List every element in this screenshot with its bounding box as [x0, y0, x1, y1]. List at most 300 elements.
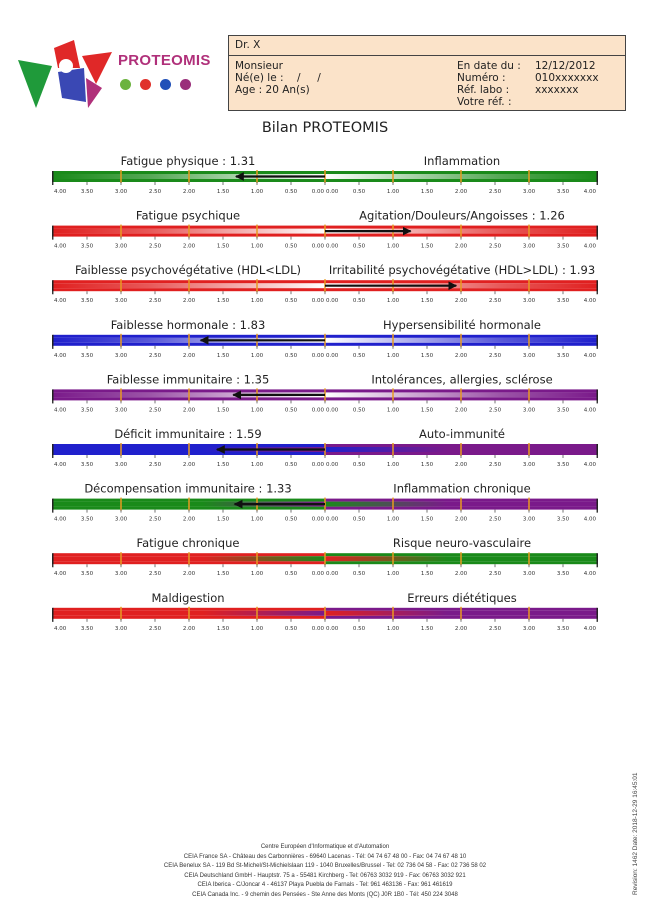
gauge-scale-label: 3.00 [114, 298, 128, 305]
gauge-scale-label: 1.00 [250, 625, 264, 632]
gauge-minor-tick [223, 237, 224, 240]
gauge-minor-tick [155, 237, 156, 240]
gauge-minor-tick [257, 400, 258, 403]
gauge-scale-label: 4.00 [583, 571, 596, 578]
gauge-scale-label: 3.50 [556, 516, 570, 523]
gauge-minor-tick [359, 455, 360, 458]
gauge-minor-tick [325, 291, 326, 294]
gauge-minor-tick [563, 237, 564, 240]
gauge-scale-label: 2.50 [488, 189, 502, 195]
gauge-scale-label: 1.50 [216, 243, 230, 250]
gauge-scale-label: 3.00 [522, 189, 536, 195]
gauge-orange-tick [120, 279, 122, 292]
gauge-minor-tick [53, 291, 54, 294]
gauge-scale-label: 1.00 [250, 352, 264, 359]
gauge-scale-label: 3.50 [80, 462, 94, 468]
gauge-left-label: Fatigue physique : 1.31 [120, 154, 256, 168]
gauge-minor-tick [87, 619, 88, 622]
gauge-orange-tick [460, 334, 462, 347]
gauge-minor-tick [529, 237, 530, 240]
gauge-minor-tick [87, 455, 88, 458]
gauge-minor-tick [87, 510, 88, 513]
gauge-orange-tick [460, 607, 462, 620]
gauge-scale-label: 1.00 [386, 352, 400, 359]
gauge-scale-label: 2.00 [454, 189, 468, 195]
gauge-orange-tick [120, 552, 122, 565]
gauge-scale-label: 3.50 [80, 189, 94, 195]
gauge-scale-label: 2.00 [454, 298, 468, 305]
gauge-scale-label: 0.00 [326, 298, 339, 305]
gauge-orange-tick [392, 334, 394, 347]
gauge-right-label: Irritabilité psychovégétative (HDL>LDL) : 1.93 [328, 263, 596, 278]
gauge-right-label: Agitation/Douleurs/Angoisses : 1.26 [359, 208, 565, 223]
gauge-orange-tick [392, 443, 394, 456]
gauge-scale-label: 2.00 [182, 625, 196, 632]
gauge-scale-label: 1.00 [386, 189, 400, 195]
gauge-scale-label: 1.50 [420, 243, 434, 250]
gauge-minor-tick [495, 455, 496, 458]
gauge-minor-tick [87, 346, 88, 349]
gauge-scale-label: 4.00 [54, 352, 67, 359]
gauge-minor-tick [257, 291, 258, 294]
gauge-scale-label: 2.50 [488, 243, 502, 250]
gauge-minor-tick [597, 182, 598, 185]
gauge-scale-label: 1.00 [250, 189, 264, 195]
gauge-orange-tick [528, 170, 530, 183]
gauge-orange-tick [256, 279, 258, 292]
gauge-row [52, 482, 598, 523]
gauge-minor-tick [563, 400, 564, 403]
gauge-scale-label: 1.00 [386, 516, 400, 523]
gauge-orange-tick [120, 334, 122, 347]
gauge-orange-tick [528, 334, 530, 347]
gauge-orange-tick [188, 607, 190, 620]
gauge-scale-label: 0.50 [352, 516, 366, 523]
gauge-row [52, 209, 598, 250]
gauge-minor-tick [53, 619, 54, 622]
gauge-minor-tick [325, 182, 326, 185]
gauge-minor-tick [597, 619, 598, 622]
number-label: Numéro : [457, 72, 506, 84]
gauge-scale-label: 0.00 [326, 243, 339, 250]
gauge-minor-tick [359, 510, 360, 513]
gauge-minor-tick [529, 564, 530, 567]
gauge-minor-tick [53, 400, 54, 403]
gauge-minor-tick [223, 182, 224, 185]
gauge-scale-label: 0.50 [284, 407, 298, 414]
gauge-right-label: Intolérances, allergies, sclérose [371, 372, 553, 387]
gauge-scale-label: 3.00 [522, 516, 536, 523]
gauge-scale-label: 4.00 [583, 462, 596, 468]
gauge-scale-label: 0.50 [284, 298, 298, 305]
gauge-minor-tick [495, 400, 496, 403]
gauge-scale-label: 3.50 [80, 407, 94, 414]
gauge-minor-tick [495, 346, 496, 349]
gauge-orange-tick [528, 443, 530, 456]
gauge-minor-tick [393, 619, 394, 622]
gauge-scale-label: 3.00 [522, 243, 536, 250]
gauge-minor-tick [121, 400, 122, 403]
gauge-minor-tick [121, 510, 122, 513]
gauge-minor-tick [427, 455, 428, 458]
footer-line: CEIA Benelux SA - 119 Bd St-Michel/St-Michielslaan 119 - 1040 Bruxelles/Brussel - Tel: 02 736 04 58 - Fax: 02 736 58 02 [163, 863, 487, 869]
birth-value: / / [297, 72, 321, 84]
gauge-scale-label: 3.00 [114, 407, 128, 414]
gauge-scale-label: 2.00 [182, 407, 196, 414]
gauge-orange-tick [528, 498, 530, 511]
gauge-minor-tick [291, 455, 292, 458]
gauge-orange-tick [256, 607, 258, 620]
gauge-scale-label: 3.50 [80, 298, 94, 305]
gauge-scale-label: 1.50 [420, 625, 434, 632]
gauge-scale-label: 2.00 [454, 462, 468, 468]
gauge-scale-label: 4.00 [54, 189, 67, 195]
gauge-orange-tick [528, 388, 530, 401]
gauge-scale-label: 3.50 [556, 462, 570, 468]
gauge-scale-label: 1.00 [386, 571, 400, 578]
gauge-scale-label: 2.00 [454, 243, 468, 250]
gauge-scale-label: 0.50 [352, 189, 366, 195]
gauge-center-tick [324, 607, 326, 620]
gauge-scale-label: 0.50 [284, 189, 298, 195]
gauge-minor-tick [257, 510, 258, 513]
gauge-scale-label: 2.00 [182, 462, 196, 468]
gauge-scale-label: 3.50 [80, 625, 94, 632]
gauge-scale-label: 1.00 [250, 571, 264, 578]
gauge-scale-label: 3.00 [522, 625, 536, 632]
gauge-minor-tick [121, 455, 122, 458]
gauge-scale-label: 4.00 [583, 407, 596, 414]
gauge-minor-tick [189, 400, 190, 403]
gauge-orange-tick [460, 388, 462, 401]
gauge-scale-label: 2.00 [182, 571, 196, 578]
gauge-orange-tick [120, 443, 122, 456]
gauge-minor-tick [563, 619, 564, 622]
gauge-scale-label: 1.00 [250, 462, 264, 468]
gauge-minor-tick [155, 619, 156, 622]
gauge-scale-label: 3.00 [114, 571, 128, 578]
gauge-scale-label: 2.00 [182, 516, 196, 523]
gauge-scale-label: 3.50 [556, 243, 570, 250]
gauge-left-label: Maldigestion [151, 590, 225, 605]
gauge-scale-label: 0.00 [326, 625, 339, 632]
gauge-scale-label: 0.50 [284, 625, 298, 632]
gauge-scale-label: 3.50 [80, 571, 94, 578]
gauge-scale-label: 1.50 [216, 407, 230, 414]
gauge-minor-tick [257, 455, 258, 458]
gauge-orange-tick [188, 498, 190, 511]
gauge-orange-tick [120, 225, 122, 238]
gauge-minor-tick [53, 564, 54, 567]
gauge-scale-label: 2.00 [454, 516, 468, 523]
gauge-scale-label: 2.50 [488, 625, 502, 632]
gauge-minor-tick [427, 400, 428, 403]
gauge-orange-tick [120, 388, 122, 401]
gauge-scale-label: 2.00 [454, 625, 468, 632]
gauge-scale-label: 3.00 [114, 189, 128, 195]
gauge-scale-label: 2.50 [488, 516, 502, 523]
gauge-left-label: Faiblesse psychovégétative (HDL<LDL) [74, 263, 302, 278]
gauge-scale-label: 1.00 [386, 407, 400, 414]
gauge-scale-label: 0.50 [352, 462, 366, 468]
gauge-scale-label: 3.00 [522, 407, 536, 414]
patient-title: Monsieur [235, 60, 283, 72]
gauge-scale-label: 2.00 [454, 352, 468, 359]
gauge-scale-label: 1.50 [420, 571, 434, 578]
gauge-scale-label: 0.50 [352, 625, 366, 632]
gauge-left-label: Fatigue chronique [136, 536, 240, 551]
gauge-scale-label: 4.00 [54, 516, 67, 523]
gauge-minor-tick [121, 619, 122, 622]
gauge-orange-tick [188, 170, 190, 183]
gauge-scale-label: 3.50 [556, 407, 570, 414]
gauge-scale-label: 1.00 [250, 407, 264, 414]
gauge-minor-tick [427, 291, 428, 294]
gauge-minor-tick [291, 510, 292, 513]
footer-line: Centre Européen d'Informatique et d'Automation [260, 844, 390, 850]
gauge-minor-tick [189, 291, 190, 294]
gauge-minor-tick [53, 455, 54, 458]
gauge-minor-tick [87, 237, 88, 240]
gauge-minor-tick [495, 510, 496, 513]
gauge-scale-label: 0.00 [326, 462, 339, 468]
gauge-scale-label: 1.50 [216, 298, 230, 305]
gauge-right-label: Risque neuro-vasculaire [392, 536, 532, 551]
gauge-minor-tick [121, 346, 122, 349]
gauge-scale-label: 1.50 [420, 352, 434, 359]
gauge-orange-tick [392, 498, 394, 511]
gauge-scale-label: 2.00 [182, 189, 196, 195]
gauge-minor-tick [291, 182, 292, 185]
gauge-minor-tick [359, 564, 360, 567]
gauge-scale-label: 4.00 [54, 243, 67, 250]
gauge-scale-label: 0.00 [311, 298, 324, 305]
gauge-orange-tick [188, 334, 190, 347]
gauge-left-label: Fatigue psychique [135, 208, 241, 223]
gauge-minor-tick [359, 400, 360, 403]
gauge-minor-tick [393, 400, 394, 403]
gauge-minor-tick [529, 619, 530, 622]
gauge-minor-tick [427, 619, 428, 622]
gauge-row [52, 536, 598, 577]
gauge-row [52, 263, 598, 304]
gauge-scale-label: 3.00 [114, 352, 128, 359]
gauge-scale-label: 1.50 [216, 516, 230, 523]
gauge-orange-tick [460, 170, 462, 183]
gauge-minor-tick [87, 291, 88, 294]
gauge-scale-label: 4.00 [54, 298, 67, 305]
gauge-orange-tick [460, 225, 462, 238]
gauge-minor-tick [529, 182, 530, 185]
gauge-scale-label: 0.00 [311, 462, 324, 468]
gauge-right-label: Auto-immunité [418, 427, 506, 441]
gauge-orange-tick [528, 225, 530, 238]
gauge-scale-label: 0.50 [352, 243, 366, 250]
gauge-minor-tick [53, 182, 54, 185]
gauge-minor-tick [461, 564, 462, 567]
gauge-right-label: Erreurs diététiques [407, 590, 517, 605]
gauge-row [52, 591, 598, 632]
gauge-minor-tick [529, 400, 530, 403]
gauge-scale-label: 0.00 [311, 625, 324, 632]
gauge-minor-tick [597, 455, 598, 458]
gauge-minor-tick [359, 619, 360, 622]
gauge-orange-tick [392, 552, 394, 565]
gauge-scale-label: 0.50 [352, 298, 366, 305]
gauge-minor-tick [189, 346, 190, 349]
gauge-orange-tick [528, 279, 530, 292]
gauge-minor-tick [291, 564, 292, 567]
gauge-scale-label: 1.50 [216, 625, 230, 632]
gauge-minor-tick [393, 510, 394, 513]
gauge-row [52, 318, 598, 359]
gauge-scale-label: 2.50 [148, 516, 162, 523]
gauge-scale-label: 3.50 [556, 571, 570, 578]
gauge-scale-label: 3.50 [80, 516, 94, 523]
gauge-scale-label: 0.00 [326, 407, 339, 414]
gauge-scale-label: 3.50 [556, 298, 570, 305]
gauge-minor-tick [257, 346, 258, 349]
gauge-minor-tick [427, 510, 428, 513]
gauge-minor-tick [325, 564, 326, 567]
gauge-scale-label: 2.00 [454, 571, 468, 578]
gauge-scale-label: 3.00 [114, 516, 128, 523]
gauge-orange-tick [256, 225, 258, 238]
gauge-scale-label: 2.00 [454, 407, 468, 414]
gauge-minor-tick [121, 237, 122, 240]
gauge-orange-tick [120, 607, 122, 620]
gauge-minor-tick [121, 564, 122, 567]
gauge-scale-label: 3.50 [556, 352, 570, 359]
gauge-scale-label: 0.50 [352, 571, 366, 578]
lab-ref-value: xxxxxxx [535, 84, 579, 96]
gauge-minor-tick [257, 619, 258, 622]
gauge-scale-label: 2.50 [148, 243, 162, 250]
gauge-minor-tick [53, 237, 54, 240]
gauge-minor-tick [563, 510, 564, 513]
gauge-scale-label: 4.00 [54, 407, 67, 414]
gauge-minor-tick [393, 346, 394, 349]
gauge-minor-tick [223, 455, 224, 458]
gauge-scale-label: 3.50 [556, 625, 570, 632]
gauge-scale-label: 0.50 [352, 352, 366, 359]
gauge-right-label: Inflammation [423, 154, 501, 168]
gauge-scale-label: 1.00 [250, 243, 264, 250]
gauge-scale-label: 0.00 [326, 571, 339, 578]
gauge-minor-tick [427, 346, 428, 349]
gauge-scale-label: 1.50 [420, 189, 434, 195]
gauge-scale-label: 1.50 [216, 189, 230, 195]
gauge-orange-tick [528, 607, 530, 620]
gauge-scale-label: 1.50 [420, 516, 434, 523]
gauge-minor-tick [189, 455, 190, 458]
lab-ref-label: Réf. labo : [457, 84, 510, 96]
gauge-minor-tick [325, 400, 326, 403]
gauge-minor-tick [155, 510, 156, 513]
gauge-minor-tick [495, 619, 496, 622]
gauge-minor-tick [189, 510, 190, 513]
gauge-minor-tick [359, 346, 360, 349]
gauge-minor-tick [257, 182, 258, 185]
gauge-right-label: Hypersensibilité hormonale [383, 317, 541, 332]
gauge-minor-tick [393, 182, 394, 185]
gauge-orange-tick [120, 498, 122, 511]
gauge-minor-tick [597, 400, 598, 403]
gauge-minor-tick [597, 510, 598, 513]
gauge-minor-tick [121, 182, 122, 185]
gauge-scale-label: 0.50 [284, 516, 298, 523]
gauge-minor-tick [223, 510, 224, 513]
brand-name: PROTEOMIS [118, 52, 211, 69]
gauge-scale-label: 1.50 [420, 298, 434, 305]
gauge-minor-tick [597, 346, 598, 349]
gauge-scale-label: 3.00 [522, 571, 536, 578]
gauge-minor-tick [461, 182, 462, 185]
gauge-scale-label: 1.50 [216, 352, 230, 359]
gauge-minor-tick [461, 400, 462, 403]
gauge-minor-tick [223, 400, 224, 403]
birth-label: Né(e) le : [235, 72, 284, 84]
gauge-scale-label: 1.00 [386, 625, 400, 632]
gauge-scale-label: 0.50 [284, 571, 298, 578]
gauge-scale-label: 4.00 [54, 571, 67, 578]
gauge-scale-label: 4.00 [54, 462, 67, 468]
gauge-scale-label: 3.00 [522, 298, 536, 305]
gauge-minor-tick [495, 182, 496, 185]
gauge-scale-label: 3.00 [114, 625, 128, 632]
gauge-minor-tick [223, 291, 224, 294]
gauge-minor-tick [223, 346, 224, 349]
gauge-minor-tick [529, 455, 530, 458]
gauge-scale-label: 1.50 [420, 407, 434, 414]
gauge-minor-tick [257, 564, 258, 567]
gauge-minor-tick [393, 455, 394, 458]
gauge-minor-tick [87, 182, 88, 185]
gauge-scale-label: 0.50 [284, 352, 298, 359]
gauge-scale-label: 1.50 [420, 462, 434, 468]
gauge-scale-label: 2.50 [148, 462, 162, 468]
gauge-scale-label: 0.00 [311, 516, 324, 523]
gauge-scale-label: 3.50 [556, 189, 570, 195]
gauge-scale-label: 3.00 [522, 352, 536, 359]
gauge-minor-tick [597, 291, 598, 294]
gauge-scale-label: 0.00 [311, 407, 324, 414]
gauge-orange-tick [188, 225, 190, 238]
gauge-minor-tick [155, 400, 156, 403]
gauge-minor-tick [427, 182, 428, 185]
gauge-orange-tick [188, 552, 190, 565]
gauge-minor-tick [291, 619, 292, 622]
gauge-minor-tick [393, 564, 394, 567]
gauge-orange-tick [392, 607, 394, 620]
gauge-minor-tick [189, 619, 190, 622]
gauge-scale-label: 0.00 [326, 516, 339, 523]
gauge-scale-label: 2.50 [148, 407, 162, 414]
gauge-minor-tick [461, 455, 462, 458]
gauge-scale-label: 2.50 [148, 189, 162, 195]
gauge-minor-tick [563, 182, 564, 185]
gauge-scale-label: 2.50 [148, 571, 162, 578]
gauge-row [52, 154, 598, 195]
gauge-scale-label: 0.50 [352, 407, 366, 414]
gauge-scale-label: 2.50 [148, 352, 162, 359]
gauge-minor-tick [291, 346, 292, 349]
gauge-minor-tick [291, 291, 292, 294]
gauge-minor-tick [495, 291, 496, 294]
gauge-minor-tick [461, 619, 462, 622]
gauge-scale-label: 3.00 [114, 462, 128, 468]
gauge-scale-label: 1.00 [386, 462, 400, 468]
